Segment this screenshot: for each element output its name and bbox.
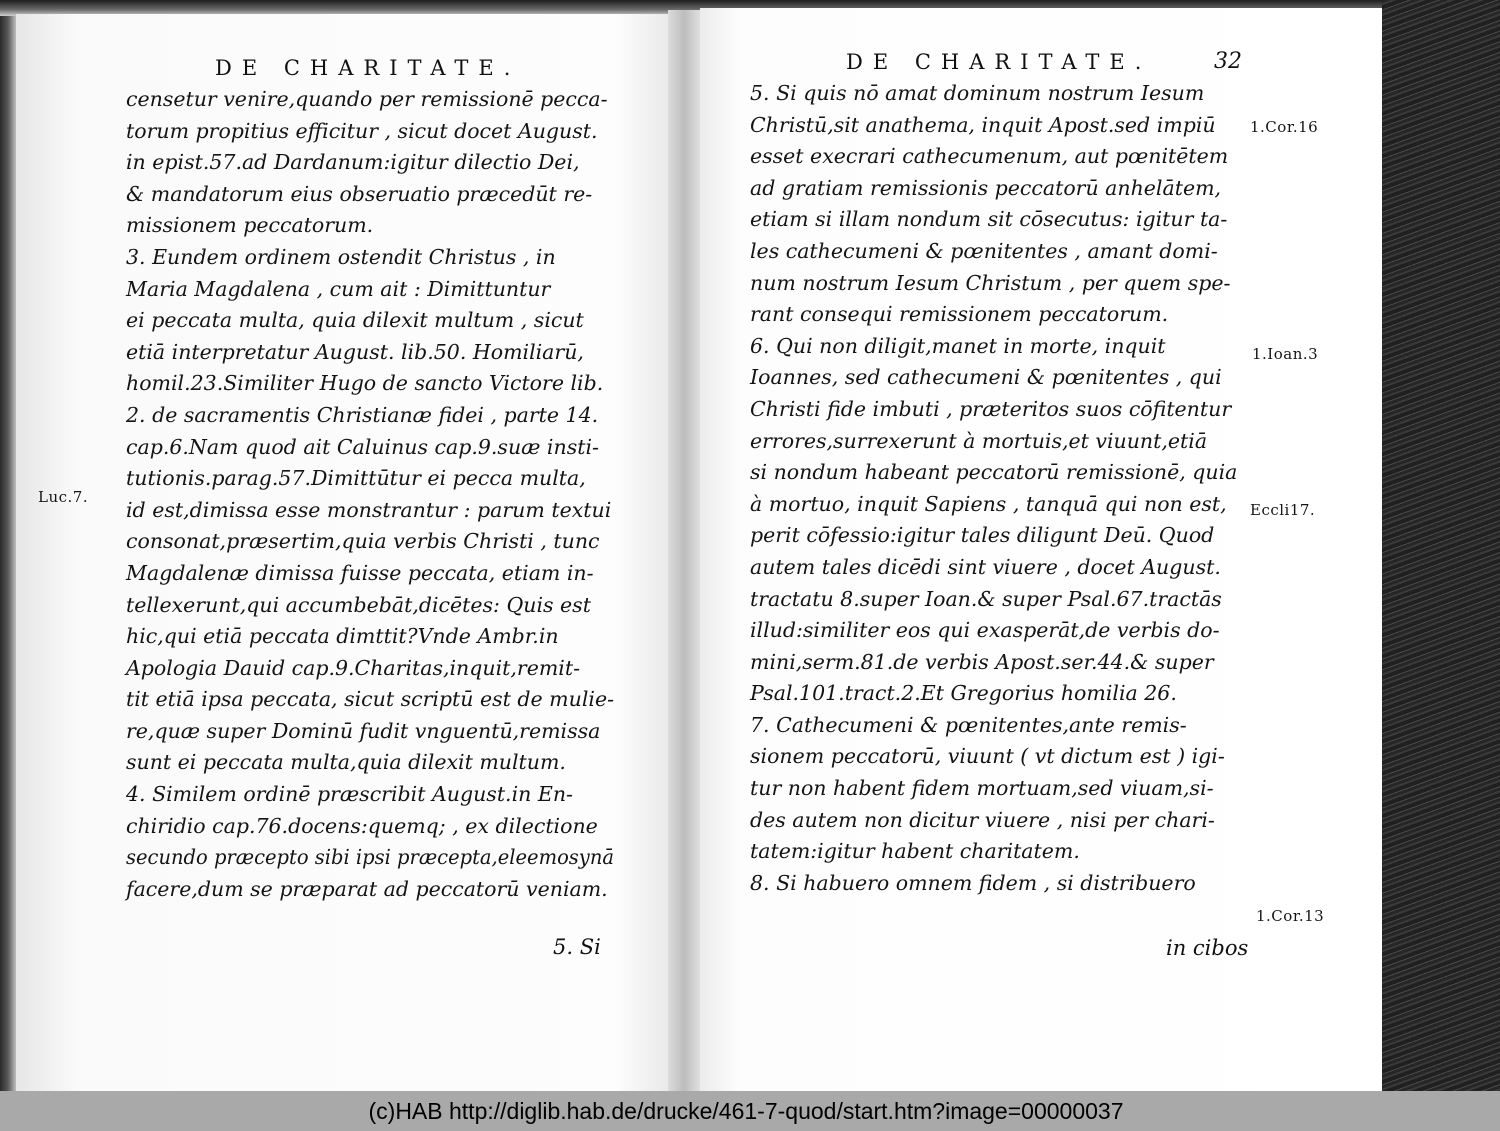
right-text-line: Ioannes, sed cathecumeni & pœnitentes , qui — [750, 365, 1222, 390]
left-text-line: homil.23.Similiter Hugo de sancto Victore lib. — [126, 371, 604, 396]
left-running-head: DE CHARITATE. — [215, 56, 521, 80]
right-text-line: 5. Si quis nō amat dominum nostrum Iesum — [750, 81, 1205, 105]
right-text-line: Psal.101.tract.2.Et Gregorius homilia 26. — [750, 681, 1177, 706]
left-page-text — [126, 84, 639, 905]
right-margin-note-2: 1.Ioan.3 — [1252, 345, 1319, 363]
right-text-line: esset execrari cathecumenum, aut pœnitētem — [750, 144, 1229, 169]
left-text-line: 2. de sacramentis Christianæ fidei , parte 14. — [126, 402, 599, 427]
copyright-credit: (c)HAB http://diglib.hab.de/drucke/461-7-quod/start.htm?image=00000037 — [368, 1097, 1124, 1124]
page-number: 32 — [1214, 49, 1242, 74]
right-text-line: mini,serm.81.de verbis Apost.ser.44.& super — [750, 649, 1214, 674]
right-text-line: tatem:igitur habent charitatem. — [750, 839, 1080, 864]
left-text-line: Magdalenæ dimissa fuisse peccata, etiam in- — [126, 560, 594, 585]
right-text-line: si nondum habeant peccatorū remissionē, quia — [750, 460, 1238, 485]
left-text-line: consonat,præsertim,quia verbis Christi , tunc — [126, 529, 600, 554]
footer-bar — [0, 1091, 1500, 1131]
left-text-line: etiā interpretatur August. lib.50. Homiliarū, — [126, 339, 584, 364]
right-text-line: sionem peccatorū, viuunt ( vt dictum est ) igi- — [750, 744, 1225, 769]
right-text-line: perit cōfessio:igitur tales diligunt Deū. Quod — [750, 523, 1215, 548]
left-text-line: Maria Magdalena , cum ait : Dimittuntur — [126, 276, 551, 301]
left-text-line: sunt ei peccata multa,quia dilexit multum. — [126, 750, 566, 775]
right-text-line: rant consequi remissionem peccatorum. — [750, 302, 1169, 327]
right-text-line: 6. Qui non diligit,manet in morte, inquit — [750, 333, 1166, 358]
right-text-line: Christū,sit anathema, inquit Apost.sed impiū — [750, 112, 1216, 137]
left-text-line: in epist.57.ad Dardanum:igitur dilectio Dei, — [126, 150, 580, 175]
right-text-line: illud:similiter eos qui exasperāt,de verbis do- — [750, 618, 1220, 643]
right-text-line: des autem non dicitur viuere , nisi per chari- — [750, 807, 1215, 832]
right-margin-note-1: 1.Cor.16 — [1250, 118, 1319, 136]
scan-dark-edge — [1382, 0, 1500, 1091]
right-text-line: 7. Cathecumeni & pœnitentes,ante remis- — [750, 712, 1187, 737]
left-text-line: tutionis.parag.57.Dimittūtur ei pecca multa, — [126, 466, 586, 491]
left-text-line: chiridio cap.76.docens:quemq; , ex dilectione — [126, 813, 598, 838]
right-text-line: tractatu 8.super Ioan.& super Psal.67.tractās — [750, 586, 1222, 611]
left-margin-note: Luc.7. — [38, 488, 89, 506]
book-gutter — [668, 10, 704, 1091]
right-text-line: num nostrum Iesum Christum , per quem spe- — [750, 270, 1231, 295]
right-margin-note-4: 1.Cor.13 — [1256, 907, 1325, 925]
right-margin-note-3: Eccli17. — [1250, 501, 1316, 519]
left-text-line: & mandatorum eius obseruatio præcedūt re- — [126, 181, 593, 206]
right-text-line: Christi fide imbuti , præteritos suos cōfitentur — [750, 396, 1232, 421]
right-page-text — [750, 78, 1237, 899]
left-text-line: re,quæ super Dominū fudit vnguentū,remissa — [126, 718, 601, 743]
left-text-line: missionem peccatorum. — [126, 213, 374, 238]
right-text-line: les cathecumeni & pœnitentes , amant domi- — [750, 238, 1218, 263]
left-text-line: tit etiā ipsa peccata, sicut scriptū est de mulie- — [126, 687, 614, 712]
left-text-line: cap.6.Nam quod ait Caluinus cap.9.suæ insti- — [126, 434, 599, 459]
right-text-line: etiam si illam nondum sit cōsecutus: igitur ta- — [750, 207, 1228, 232]
left-text-line: torum propitius efficitur , sicut docet August. — [126, 118, 598, 143]
left-text-line: censetur venire,quando per remissionē pecca- — [126, 87, 608, 111]
left-text-line: facere,dum se præparat ad peccatorū veniam. — [126, 876, 608, 901]
right-catchword: in cibos — [1166, 936, 1249, 960]
right-text-line: autem tales dicēdi sint viuere , docet August. — [750, 554, 1221, 579]
left-text-line: tellexerunt,qui accumbebāt,dicētes: Quis est — [126, 592, 591, 617]
left-text-line: secundo præcepto sibi ipsi præcepta,eleemosynā — [126, 845, 614, 870]
left-text-line: hic,qui etiā peccata dimttit?Vnde Ambr.in — [126, 624, 559, 649]
left-text-line: ei peccata multa, quia dilexit multum , sicut — [126, 308, 584, 333]
right-text-line: 8. Si habuero omnem fidem , si distribuero — [750, 870, 1196, 895]
right-text-line: errores,surrexerunt à mortuis,et viuunt,etiā — [750, 428, 1208, 453]
left-text-line: id est,dimissa esse monstrantur : parum textui — [126, 497, 612, 522]
left-text-line: 4. Similem ordinē præscribit August.in En- — [126, 782, 573, 807]
left-text-line: 3. Eundem ordinem ostendit Christus , in — [126, 244, 556, 269]
left-catchword: 5. Si — [553, 935, 601, 959]
right-text-line: tur non habent fidem mortuam,sed viuam,si- — [750, 776, 1214, 801]
left-text-line: Apologia Dauid cap.9.Charitas,inquit,remit- — [126, 655, 580, 680]
right-text-line: à mortuo, inquit Sapiens , tanquā qui non est, — [750, 491, 1227, 516]
right-text-line: ad gratiam remissionis peccatorū anhelātem, — [750, 175, 1222, 200]
right-running-head: DE CHARITATE. — [846, 50, 1152, 74]
